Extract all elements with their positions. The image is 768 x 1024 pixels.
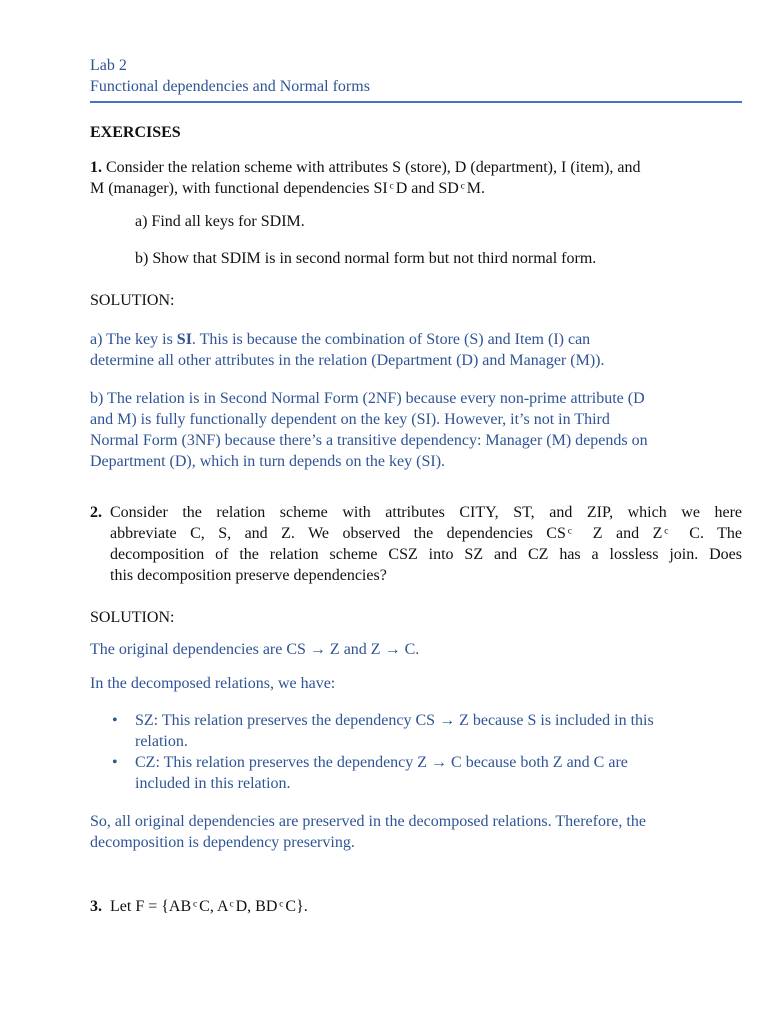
question-3-text: Let F = {AB ͨ C, A ͨ D, BD ͨ C}. xyxy=(110,898,308,915)
question-1 xyxy=(90,157,742,199)
solution-2-p3-line-1: So, all original dependencies are preserved in the decomposed relations. Therefore, the xyxy=(90,813,646,830)
bullet-2-line-1: CZ: This relation preserves the dependency Z → C because both Z and C are xyxy=(135,754,628,771)
solution-2-label: SOLUTION: xyxy=(90,609,175,626)
solution-1-b-line-3: Normal Form (3NF) because there’s a transitive dependency: Manager (M) depends on xyxy=(90,432,648,449)
question-2-line-3: decomposition of the relation scheme CSZ into SZ and CZ has a lossless join. Does xyxy=(110,546,742,563)
list-item xyxy=(90,710,742,752)
solution-1-b-line-4: Department (D), which in turn depends on the key (SI). xyxy=(90,453,446,470)
list-item xyxy=(90,752,742,794)
question-1-line-1 xyxy=(90,157,742,178)
solution-2-paragraph-3 xyxy=(90,811,742,853)
header-lab-label: Lab 2 xyxy=(90,57,127,74)
question-1-line-2 xyxy=(90,178,742,199)
solution-1-label: SOLUTION: xyxy=(90,292,175,309)
header-divider xyxy=(90,101,742,103)
question-1-text-c: M. xyxy=(462,180,486,197)
question-3 xyxy=(90,896,742,917)
question-1-text-a: M (manager), with functional dependencies SI xyxy=(90,180,392,197)
solution-1-b-line-1: b) The relation is in Second Normal Form (2NF) because every non-prime attribute (D xyxy=(90,390,645,407)
solution-1-part-b xyxy=(90,388,742,472)
question-3-number: 3. xyxy=(90,898,102,915)
bullet-2-line-2: included in this relation. xyxy=(135,775,291,792)
solution-1-a-prefix: a) The key is xyxy=(90,331,177,348)
bullet-1-line-1: SZ: This relation preserves the dependency CS → Z because S is included in this xyxy=(135,712,654,729)
question-2 xyxy=(90,502,742,586)
solution-2-paragraph-2: In the decomposed relations, we have: xyxy=(90,675,336,692)
question-2-line-4: this decomposition preserve dependencies? xyxy=(110,567,387,584)
solution-1-key: SI xyxy=(176,331,192,348)
question-2-line-1: Consider the relation scheme with attributes CITY, ST, and ZIP, which we here xyxy=(110,504,742,521)
question-1-text: Consider the relation scheme with attributes S (store), D (department), I (item), and xyxy=(106,159,641,176)
question-1-number: 1. xyxy=(90,159,102,176)
question-1-text-b: D and SD xyxy=(391,180,463,197)
solution-1-a-line-2: determine all other attributes in the relation (Department (D) and Manager (M)). xyxy=(90,352,605,369)
question-1-part-b: b) Show that SDIM is in second normal form but not third normal form. xyxy=(135,250,597,267)
solution-1-b-line-2: and M) is fully functionally dependent on the key (SI). However, it’s not in Third xyxy=(90,411,610,428)
question-2-line-2: abbreviate C, S, and Z. We observed the dependencies CS ͨ Z and Z ͨ C. The xyxy=(110,525,742,542)
question-1-part-a: a) Find all keys for SDIM. xyxy=(135,213,305,230)
header-title: Functional dependencies and Normal forms xyxy=(90,78,370,95)
solution-2-bullet-list xyxy=(90,710,742,794)
solution-2-p3-line-2: decomposition is dependency preserving. xyxy=(90,834,355,851)
bullet-icon: • xyxy=(112,754,118,771)
bullet-icon: • xyxy=(112,712,118,729)
exercises-heading: EXERCISES xyxy=(90,124,181,141)
question-2-number: 2. xyxy=(90,504,102,521)
solution-1-part-a xyxy=(90,329,742,371)
solution-1-a-rest: . This is because the combination of Store (S) and Item (I) can xyxy=(191,331,591,348)
page-header xyxy=(90,55,742,97)
bullet-1-line-2: relation. xyxy=(135,733,188,750)
solution-2-paragraph-1: The original dependencies are CS → Z and Z → C. xyxy=(90,641,420,658)
